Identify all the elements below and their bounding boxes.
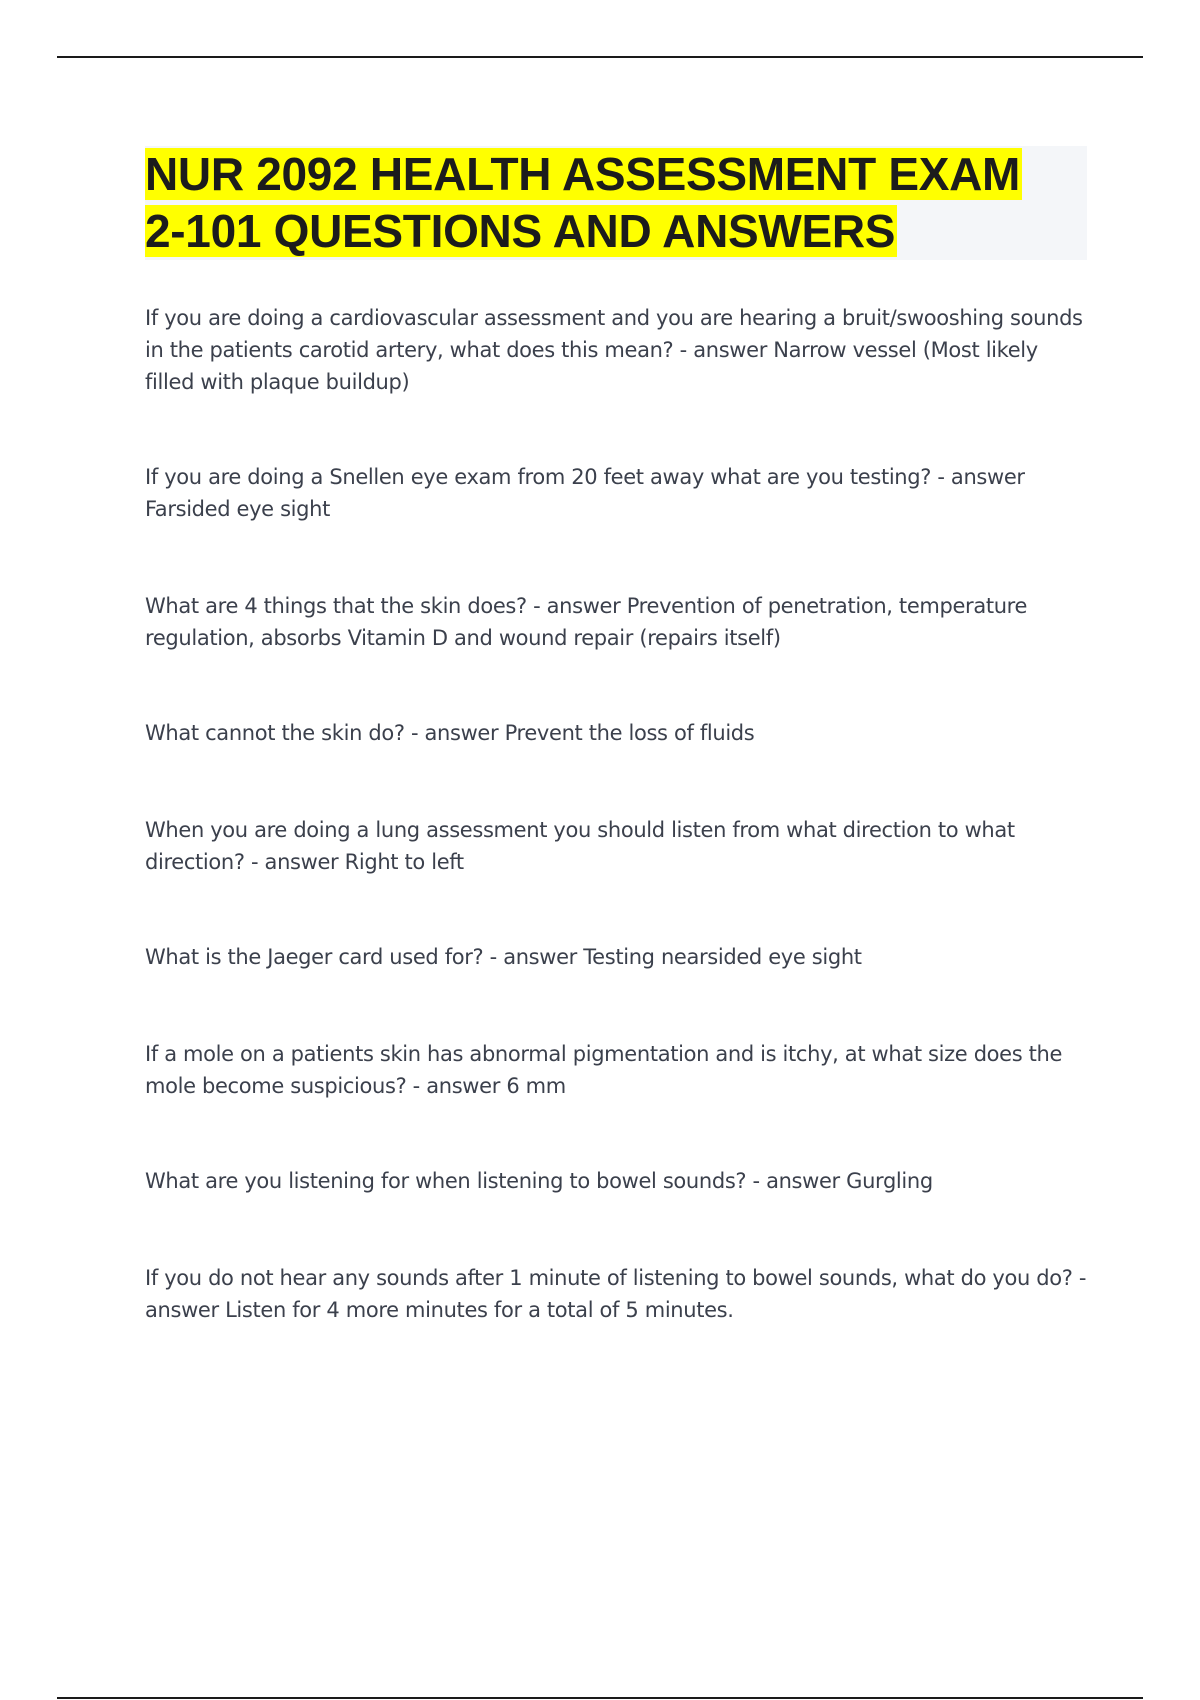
qa-item-6: What is the Jaeger card used for? - answer Testing nearsided eye sight [145,945,862,969]
qa-item-1: If you are doing a cardiovascular assessment and you are hearing a bruit/swooshing sounds in the patients carotid artery, what does this mean? - answer Narrow vessel (Most likely filled with plaque buildup) [145,306,1083,394]
document-title-block [145,146,1087,260]
bottom-rule [57,1697,1143,1699]
qa-item-8: What are you listening for when listening to bowel sounds? - answer Gurgling [145,1169,933,1193]
qa-item-3: What are 4 things that the skin does? - answer Prevention of penetration, temperature regulation, absorbs Vitamin D and wound repair (repairs itself) [145,594,1028,650]
qa-item-9: If you do not hear any sounds after 1 minute of listening to bowel sounds, what do you do? - answer Listen for 4 more minutes for a total of 5 minutes. [145,1266,1087,1322]
title-line-1: NUR 2092 HEALTH ASSESSMENT EXAM [145,148,1021,200]
qa-item-5: When you are doing a lung assessment you should listen from what direction to what direction? - answer Right to left [145,818,1015,874]
top-rule [57,56,1143,58]
qa-item-4: What cannot the skin do? - answer Prevent the loss of fluids [145,721,755,745]
document-title [145,146,1087,260]
qa-item-2: If you are doing a Snellen eye exam from 20 feet away what are you testing? - answer Farsided eye sight [145,465,1025,521]
qa-list [145,302,1090,1326]
qa-item-7: If a mole on a patients skin has abnormal pigmentation and is itchy, at what size does the mole become suspicious? - answer 6 mm [145,1042,1063,1098]
title-line-2: 2-101 QUESTIONS AND ANSWERS [145,205,896,257]
